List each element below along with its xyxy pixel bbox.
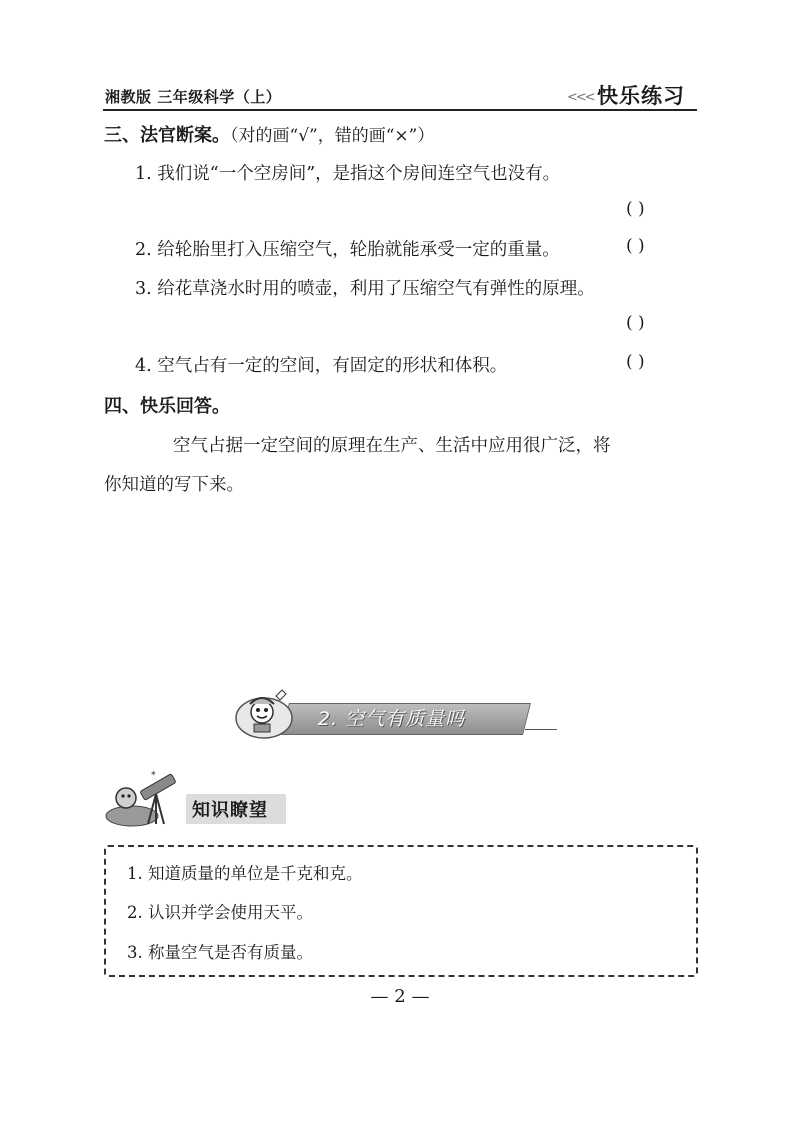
question-2: 2. 给轮胎里打入压缩空气，轮胎就能承受一定的重量。 [135,240,560,260]
section3-heading [104,121,434,147]
answer-blank-1[interactable]: ( ) [626,199,645,219]
header-divider [103,109,697,111]
knowledge-label [186,794,286,824]
svg-text:✶: ✶ [150,769,157,778]
section3-instruction: （对的画“√”，错的画“×”） [230,126,435,146]
knowledge-label-text: 知识瞭望 [192,800,268,821]
knowledge-item-2: 2. 认识并学会使用天平。 [127,903,313,922]
knowledge-item-1: 1. 知道质量的单位是千克和克。 [127,864,363,883]
telescope-icon [104,768,186,834]
page-number: — 2 — [370,986,430,1007]
section4-heading: 四、快乐回答。 [104,396,230,417]
lesson-title: 2. 空气有质量吗 [318,708,466,730]
question-4: 4. 空气占有一定的空间，有固定的形状和体积。 [135,356,508,376]
answer-blank-2[interactable]: ( ) [626,236,645,256]
question-1: 1. 我们说“一个空房间”，是指这个房间连空气也没有。 [135,164,561,184]
question-3: 3. 给花草浇水时用的喷壶，利用了压缩空气有弹性的原理。 [135,279,595,299]
header-arrows-icon: <<< [567,90,594,105]
section4-prompt-line1: 空气占据一定空间的原理在生产、生活中应用很广泛，将 [173,436,611,456]
cartoon-character-icon [232,684,296,744]
section3-title: 三、法官断案。 [104,125,230,146]
answer-blank-3[interactable]: ( ) [626,313,645,333]
knowledge-item-3: 3. 称量空气是否有质量。 [127,943,313,962]
book-edition-label: 湘教版 三年级科学（上） [105,88,282,106]
answer-blank-4[interactable]: ( ) [626,352,645,372]
header-title: 快乐练习 [597,84,685,108]
lesson-banner-tail [525,729,557,730]
section4-prompt-line2: 你知道的写下来。 [104,475,244,495]
